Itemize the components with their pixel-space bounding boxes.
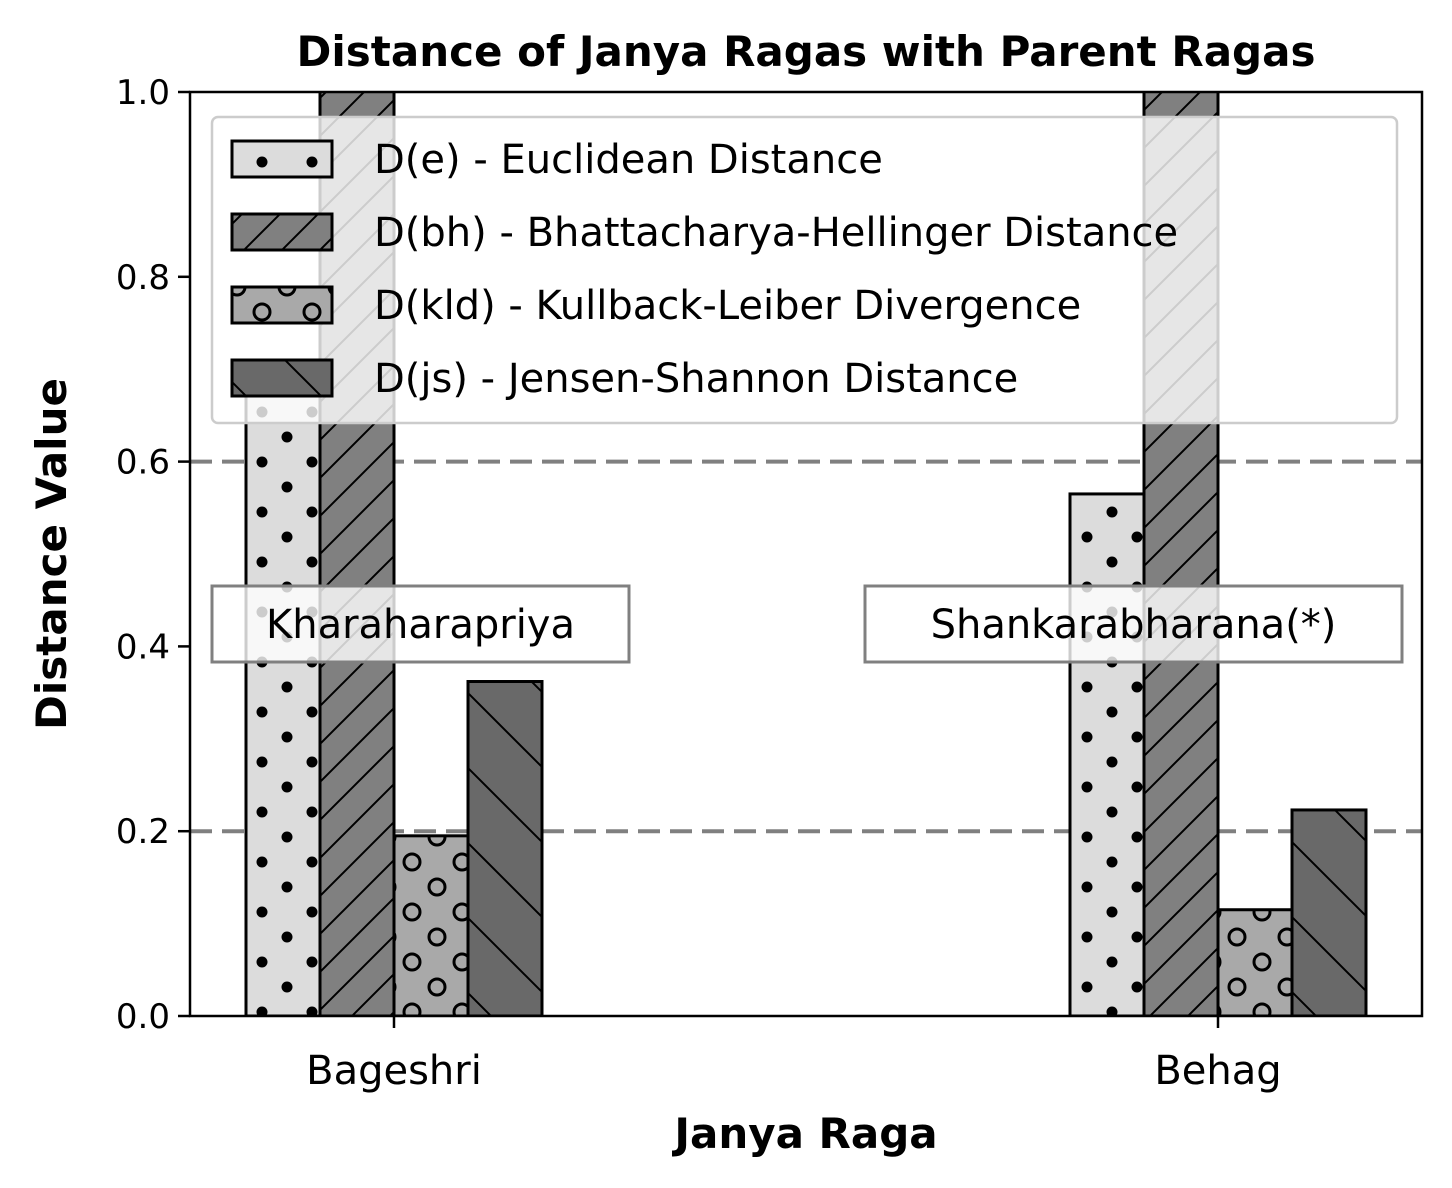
y-tick-label-5: 1.0 [115, 73, 170, 113]
legend-label-3: D(js) - Jensen-Shannon Distance [374, 356, 1019, 402]
bar-bageshri-series-3 [468, 682, 542, 1016]
y-tick-label-4: 0.8 [115, 257, 170, 298]
y-tick-label-0: 0.0 [115, 997, 170, 1037]
bar-bageshri-series-2 [394, 836, 468, 1016]
legend-label-2: D(kld) - Kullback-Leiber Divergence [374, 283, 1082, 329]
annotations [212, 586, 1402, 662]
legend-swatch-0 [232, 141, 332, 177]
bar-bageshri-series-0 [246, 388, 320, 1016]
legend-label-1: D(bh) - Bhattacharya-Hellinger Distance [374, 210, 1179, 256]
legend-swatch-1 [232, 214, 332, 250]
bar-behag-series-0 [1070, 494, 1144, 1016]
x-axis-ticks [306, 1016, 1282, 1094]
legend-swatch-2 [232, 287, 332, 323]
bar-behag-series-2 [1218, 910, 1292, 1016]
y-axis-label: Distance Value [27, 378, 76, 730]
annotation-text-behag: Shankarabharana(*) [930, 602, 1337, 648]
y-tick-label-2: 0.4 [115, 627, 170, 668]
legend-swatch-3 [232, 360, 332, 396]
y-axis-ticks [116, 73, 190, 1037]
y-tick-label-1: 0.2 [115, 812, 170, 853]
x-tick-label-bageshri: Bageshri [306, 1048, 482, 1094]
legend-label-0: D(e) - Euclidean Distance [374, 137, 883, 183]
y-tick-label-3: 0.6 [115, 442, 170, 483]
bar-behag-series-3 [1292, 810, 1366, 1016]
annotation-text-bageshri: Kharaharapriya [265, 602, 576, 648]
chart-title: Distance of Janya Ragas with Parent Ragas [296, 27, 1316, 76]
x-tick-label-behag: Behag [1154, 1048, 1282, 1094]
legend [212, 117, 1397, 423]
x-axis-label: Janya Raga [674, 1109, 938, 1158]
